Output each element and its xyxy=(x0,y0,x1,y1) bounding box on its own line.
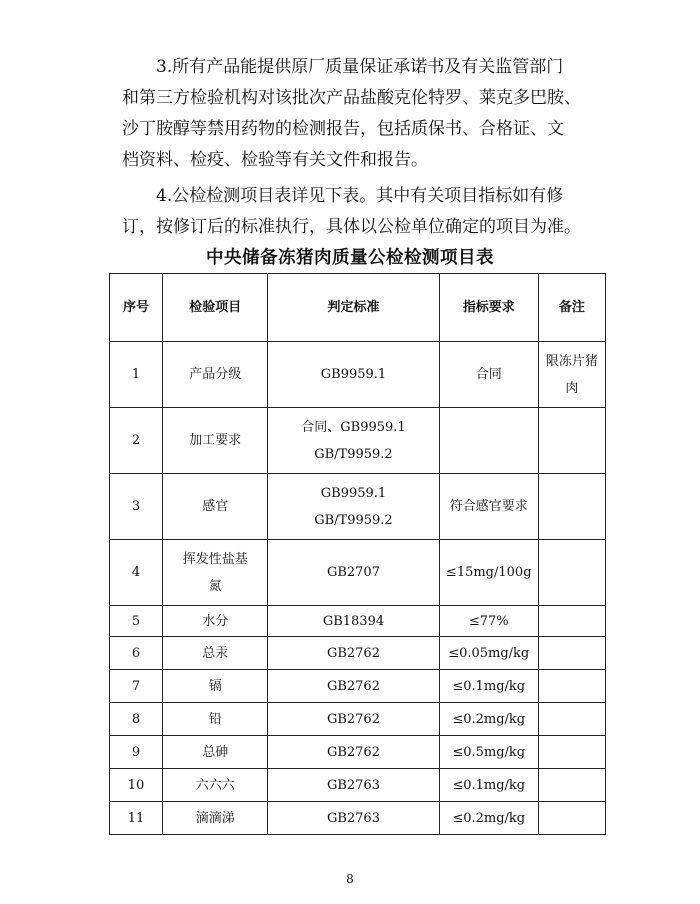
cell-line: 滴滴涕 xyxy=(195,810,235,826)
cell-line: 挥发性盐基 xyxy=(182,551,248,567)
cell-item xyxy=(163,342,268,408)
paragraph-4 xyxy=(122,181,592,243)
cell-no: 8 xyxy=(110,703,163,736)
cell-no: 2 xyxy=(110,408,163,474)
cell-note xyxy=(538,606,605,637)
cell-standard xyxy=(268,540,439,606)
paragraph-line: 沙丁胺醇等禁用药物的检测报告，包括质保书、合格证、文 xyxy=(122,119,564,139)
header-cell: 判定标准 xyxy=(268,274,439,342)
table-row xyxy=(110,408,606,474)
cell-item xyxy=(163,736,268,769)
cell-line: GB9959.1 xyxy=(320,485,387,501)
cell-line: 产品分级 xyxy=(189,367,242,382)
cell-item xyxy=(163,802,268,835)
cell-item xyxy=(163,606,268,637)
table-row xyxy=(110,606,606,637)
cell-note xyxy=(538,342,605,408)
cell-no: 3 xyxy=(110,474,163,540)
cell-line: 限冻片猪 xyxy=(545,353,598,369)
cell-requirement: 合同 xyxy=(439,342,538,408)
cell-no: 9 xyxy=(110,736,163,769)
cell-no: 6 xyxy=(110,637,163,670)
cell-standard xyxy=(268,342,439,408)
cell-requirement: ≤0.05mg/kg xyxy=(439,637,538,670)
cell-line: GB2762 xyxy=(326,744,380,760)
cell-line: 感官 xyxy=(202,499,229,514)
table-row xyxy=(110,703,606,736)
cell-standard xyxy=(268,670,439,703)
table-row xyxy=(110,637,606,670)
cell-line: 总砷 xyxy=(202,744,229,760)
cell-line: 铅 xyxy=(208,711,222,727)
table-row xyxy=(110,736,606,769)
table-row xyxy=(110,342,606,408)
cell-requirement: ≤0.2mg/kg xyxy=(439,703,538,736)
cell-requirement: ≤15mg/100g xyxy=(439,540,538,606)
page-number: 8 xyxy=(346,872,354,886)
inspection-table xyxy=(109,273,606,835)
cell-line: GB/T9959.2 xyxy=(314,512,393,528)
cell-line: GB2763 xyxy=(326,810,380,826)
paragraph-line: 订，按修订后的标准执行，具体以公检单位确定的项目为准。 xyxy=(122,217,581,237)
cell-requirement: ≤77% xyxy=(439,606,538,637)
cell-requirement: ≤0.1mg/kg xyxy=(439,769,538,802)
header-cell: 序号 xyxy=(110,274,163,342)
table-row xyxy=(110,769,606,802)
cell-note xyxy=(538,769,605,802)
table-row xyxy=(110,540,606,606)
cell-line: GB18394 xyxy=(322,613,385,629)
cell-item xyxy=(163,670,268,703)
cell-line: GB2707 xyxy=(326,565,380,580)
cell-line: 氮 xyxy=(208,578,222,594)
header-cell: 检验项目 xyxy=(163,274,268,342)
paragraph-line: 档资料、检疫、检验等有关文件和报告。 xyxy=(122,150,428,170)
cell-note xyxy=(538,474,605,540)
cell-line: GB2763 xyxy=(326,777,380,793)
paragraph-3 xyxy=(122,52,592,176)
cell-standard xyxy=(268,408,439,474)
cell-line: 水分 xyxy=(202,613,229,629)
paragraph-line: 和第三方检验机构对该批次产品盐酸克伦特罗、莱克多巴胺、 xyxy=(122,88,581,108)
cell-line: 总汞 xyxy=(202,645,229,661)
cell-line: GB2762 xyxy=(326,678,380,694)
cell-standard xyxy=(268,637,439,670)
header-cell: 备注 xyxy=(538,274,605,342)
cell-line: 镉 xyxy=(208,678,222,694)
cell-standard xyxy=(268,703,439,736)
cell-line: GB/T9959.2 xyxy=(314,446,393,462)
cell-no: 7 xyxy=(110,670,163,703)
table-body xyxy=(110,342,606,835)
cell-note xyxy=(538,736,605,769)
cell-line: GB2762 xyxy=(326,711,380,727)
cell-item xyxy=(163,408,268,474)
cell-no: 1 xyxy=(110,342,163,408)
cell-standard xyxy=(268,802,439,835)
cell-note xyxy=(538,802,605,835)
cell-no: 11 xyxy=(110,802,163,835)
cell-standard xyxy=(268,474,439,540)
table-row xyxy=(110,670,606,703)
cell-requirement: ≤0.2mg/kg xyxy=(439,802,538,835)
cell-note xyxy=(538,703,605,736)
cell-item xyxy=(163,769,268,802)
cell-line: GB2762 xyxy=(326,645,380,661)
cell-requirement: ≤0.1mg/kg xyxy=(439,670,538,703)
cell-no: 4 xyxy=(110,540,163,606)
cell-line: 肉 xyxy=(565,380,579,396)
cell-item xyxy=(163,474,268,540)
cell-line: 合同、GB9959.1 xyxy=(301,419,406,435)
cell-line: 加工要求 xyxy=(189,433,242,448)
cell-standard xyxy=(268,606,439,637)
cell-note xyxy=(538,670,605,703)
cell-item xyxy=(163,637,268,670)
cell-line: GB9959.1 xyxy=(320,367,387,382)
paragraph-line: 3.所有产品能提供原厂质量保证承诺书及有关监管部门 xyxy=(156,57,564,77)
table-row xyxy=(110,474,606,540)
cell-item xyxy=(163,703,268,736)
cell-line: 六六六 xyxy=(195,777,235,793)
header-cell: 指标要求 xyxy=(439,274,538,342)
table-row xyxy=(110,802,606,835)
cell-requirement xyxy=(439,408,538,474)
paragraph-line: 4.公检检测项目表详见下表。其中有关项目指标如有修 xyxy=(156,186,564,206)
table-header-row xyxy=(110,274,606,342)
cell-no: 5 xyxy=(110,606,163,637)
cell-no: 10 xyxy=(110,769,163,802)
cell-note xyxy=(538,408,605,474)
cell-note xyxy=(538,540,605,606)
cell-requirement: 符合感官要求 xyxy=(439,474,538,540)
cell-standard xyxy=(268,736,439,769)
cell-item xyxy=(163,540,268,606)
cell-standard xyxy=(268,769,439,802)
table-title: 中央储备冻猪肉质量公检检测项目表 xyxy=(206,248,494,268)
cell-note xyxy=(538,637,605,670)
cell-requirement: ≤0.5mg/kg xyxy=(439,736,538,769)
